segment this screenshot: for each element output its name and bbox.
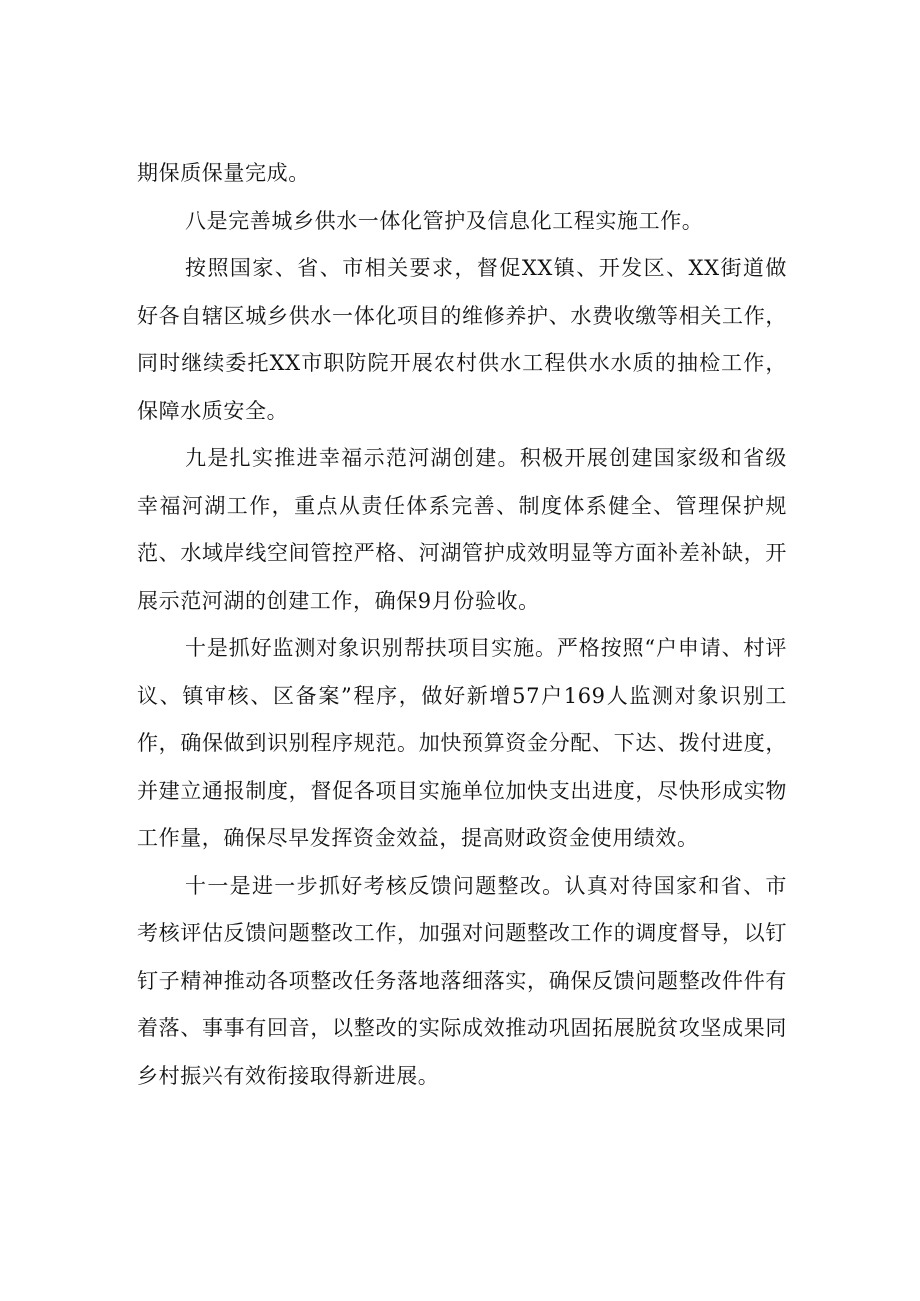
document-body (137, 150, 787, 1100)
paragraph-rectification: 十一是进一步抓好考核反馈问题整改。认真对待国家和省、市考核评估反馈问题整改工作，加强对问题整改工作的调度督导，以钉钉子精神推动各项整改任务落地落细落实，确保反馈问题整改件件有着落、事事有回音，以整改的实际成效推动巩固拓展脱贫攻坚成果同乡村振兴有效衔接取得新进展。 (137, 873, 787, 1088)
paragraph-rivers-lakes: 九是扎实推进幸福示范河湖创建。积极开展创建国家级和省级幸福河湖工作，重点从责任体系完善、制度体系健全、管理保护规范、水域岸线空间管控严格、河湖管护成效明显等方面补差补缺，开展示范河湖的创建工作，确保9月份验收。 (137, 446, 787, 613)
paragraph-water-supply: 按照国家、省、市相关要求，督促XX镇、开发区、XX街道做好各自辖区城乡供水一体化项目的维修养护、水费收缴等相关工作，同时继续委托XX市职防院开展农村供水工程供水水质的抽检工作，保障水质安全。 (137, 256, 787, 423)
paragraph-continuation: 期保质保量完成。 (137, 161, 310, 185)
paragraph-monitoring: 十是抓好监测对象识别帮扶项目实施。严格按照“户申请、村评议、镇审核、区备案”程序，做好新增57户169人监测对象识别工作，确保做到识别程序规范。加快预算资金分配、下达、拨付进度，并建立通报制度，督促各项目实施单位加快支出进度，尽快形成实物工作量，确保尽早发挥资金效益，提高财政资金使用绩效。 (137, 636, 787, 850)
paragraph-heading-eight: 八是完善城乡供水一体化管护及信息化工程实施工作。 (185, 208, 704, 233)
